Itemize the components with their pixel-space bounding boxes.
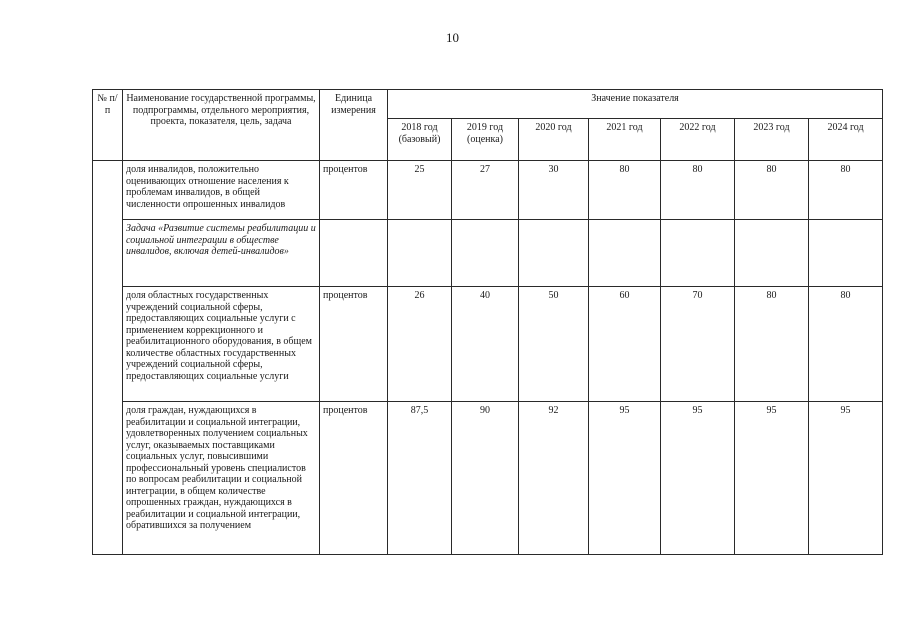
header-year: 2018 год (базовый) (388, 119, 452, 161)
table-row (93, 402, 883, 555)
value-cell: 60 (589, 287, 661, 402)
header-year: 2022 год (661, 119, 735, 161)
value-cell (388, 220, 452, 287)
value-cell: 80 (589, 161, 661, 220)
indicator-name: доля граждан, нуждающихся в реабилитации и социальной интеграции, удовлетворенных получением социальных услуг, оказываемых поставщиками социальных услуг, повысившими профессиональный уровень специалистов по вопросам реабилитации и социальной интеграции, в общем количестве опрошенных граждан, нуждающихся в реабилитации и социальной интеграции, обратившихся за получением (123, 402, 320, 555)
header-values-group: Значение показателя (388, 90, 883, 119)
value-cell: 50 (519, 287, 589, 402)
value-cell: 95 (589, 402, 661, 555)
task-name: Задача «Развитие системы реабилитации и социальной интеграции в обществе инвалидов, включая детей-инвалидов» (123, 220, 320, 287)
value-cell: 26 (388, 287, 452, 402)
unit-cell: процентов (320, 402, 388, 555)
value-cell: 80 (735, 287, 809, 402)
row-number-cell (93, 161, 123, 555)
unit-cell: процентов (320, 287, 388, 402)
indicator-name: доля областных государственных учреждений социальной сферы, предоставляющих социальные услуги с применением коррекционного и реабилитационного оборудования, в общем количестве областных государственных учреждений социальной сферы, предоставляющих социальные услуги (123, 287, 320, 402)
value-cell: 87,5 (388, 402, 452, 555)
indicators-table (92, 89, 883, 555)
value-cell: 95 (661, 402, 735, 555)
table-row (93, 220, 883, 287)
value-cell (589, 220, 661, 287)
value-cell: 80 (809, 287, 883, 402)
header-year: 2019 год (оценка) (452, 119, 519, 161)
header-year: 2021 год (589, 119, 661, 161)
table-row (93, 161, 883, 220)
value-cell (809, 220, 883, 287)
value-cell (519, 220, 589, 287)
value-cell: 80 (661, 161, 735, 220)
value-cell (452, 220, 519, 287)
header-unit: Единица измерения (320, 90, 388, 161)
table-row (93, 287, 883, 402)
unit-cell (320, 220, 388, 287)
header-year: 2020 год (519, 119, 589, 161)
header-year: 2023 год (735, 119, 809, 161)
indicator-name: доля инвалидов, положительно оценивающих отношение населения к проблемам инвалидов, в общей численности опрошенных инвалидов (123, 161, 320, 220)
value-cell: 27 (452, 161, 519, 220)
unit-cell: процентов (320, 161, 388, 220)
header-year: 2024 год (809, 119, 883, 161)
value-cell: 40 (452, 287, 519, 402)
value-cell (661, 220, 735, 287)
value-cell: 80 (735, 161, 809, 220)
value-cell: 95 (735, 402, 809, 555)
value-cell: 92 (519, 402, 589, 555)
value-cell: 70 (661, 287, 735, 402)
header-num: № п/п (93, 90, 123, 161)
header-name: Наименование государственной программы, подпрограммы, отдельного мероприятия, проекта, показателя, цель, задача (123, 90, 320, 161)
value-cell: 95 (809, 402, 883, 555)
value-cell: 25 (388, 161, 452, 220)
value-cell: 80 (809, 161, 883, 220)
value-cell: 90 (452, 402, 519, 555)
value-cell (735, 220, 809, 287)
page-number: 10 (446, 30, 459, 45)
value-cell: 30 (519, 161, 589, 220)
